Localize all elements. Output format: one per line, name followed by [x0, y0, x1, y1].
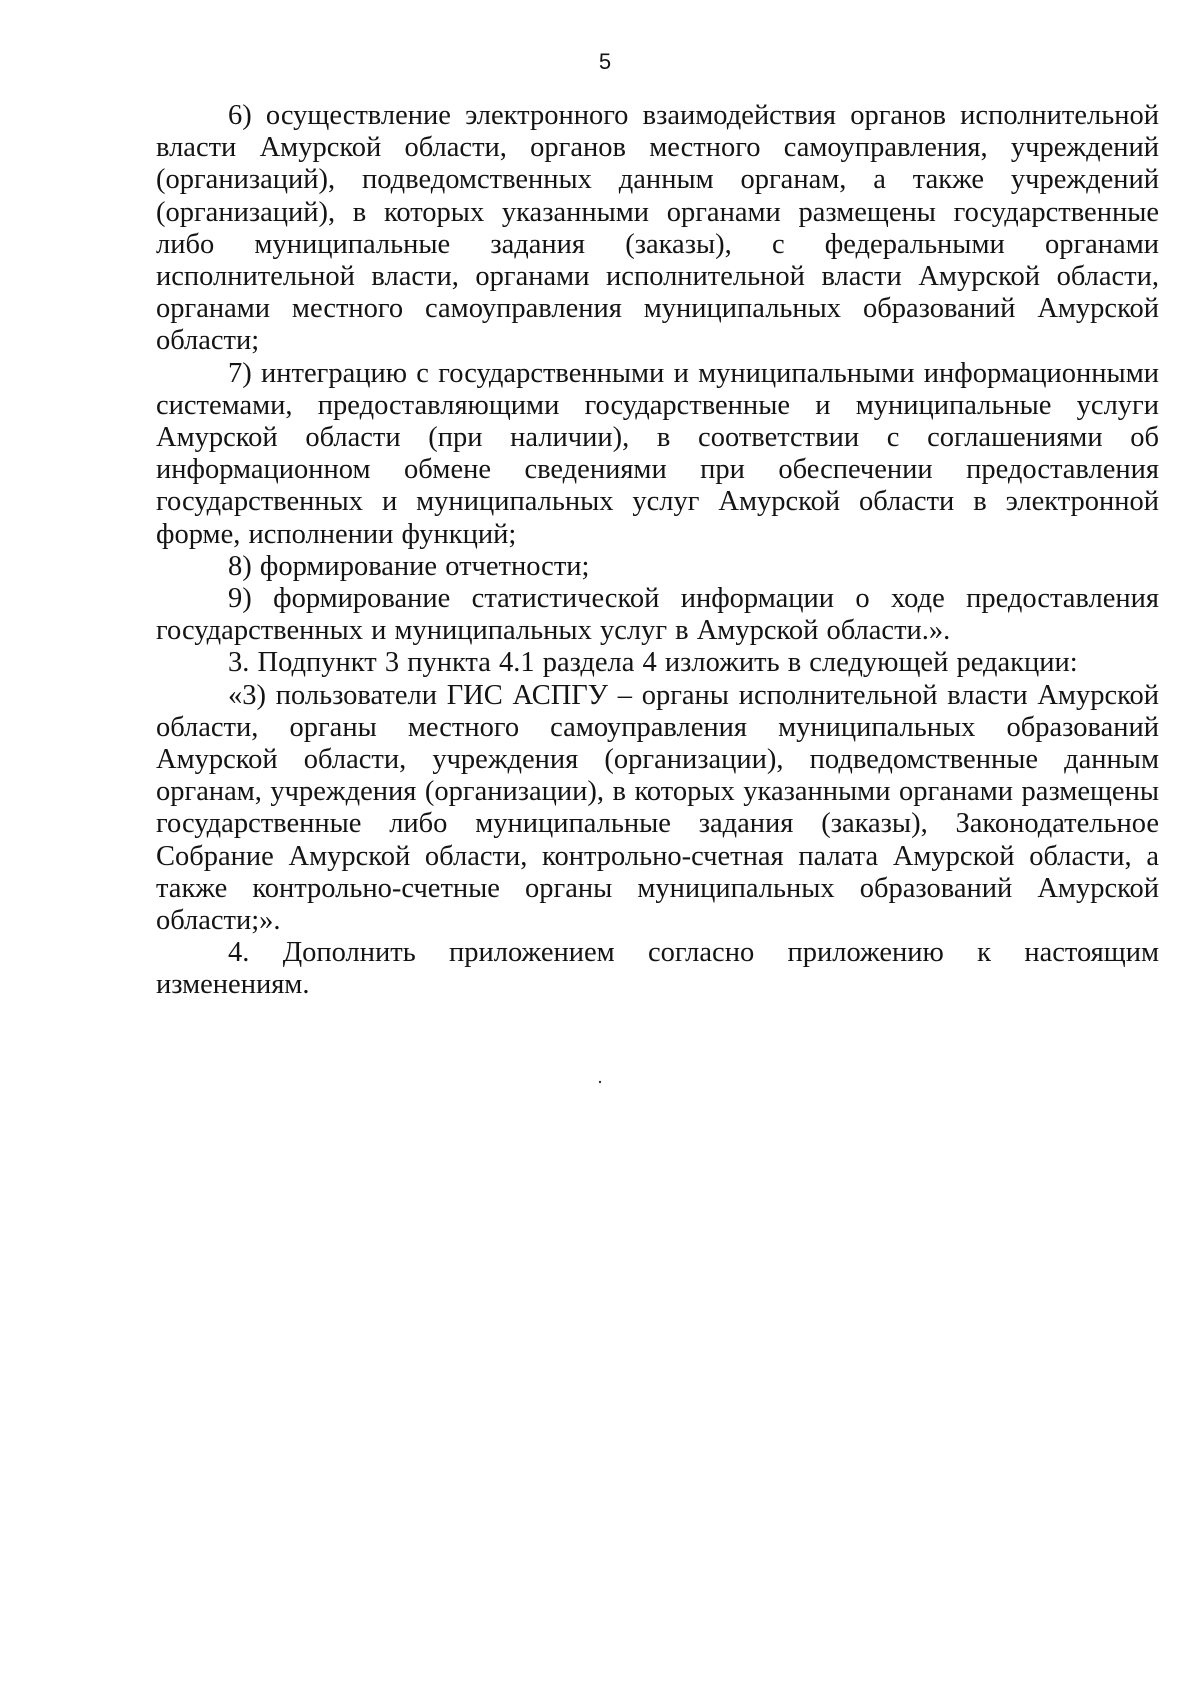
- paragraph-item-6: 6) осуществление электронного взаимодействия органов исполнительной власти Амурской области, органов местного самоуправления, учреждений (организаций), подведомственных данным органам, а также учреждений (организаций), в которых указанными органами размещены государственные либо муниципальные задания (заказы), с федеральными органами исполнительной власти, органами исполнительной власти Амурской области, органами местного самоуправления муниципальных образований Амурской области;: [156, 100, 1159, 357]
- document-body: [156, 100, 1159, 1002]
- paragraph-item-7: 7) интеграцию с государственными и муниципальными информационными системами, предоставляющими государственные и муниципальные услуги Амурской области (при наличии), в соответствии с соглашениями об информационном обмене сведениями при обеспечении предоставления государственных и муниципальных услуг Амурской области в электронной форме, исполнении функций;: [156, 357, 1159, 550]
- paragraph-clause-3: 3. Подпункт 3 пункта 4.1 раздела 4 изложить в следующей редакции:: [228, 647, 1078, 679]
- paragraph-item-8: 8) формирование отчетности;: [228, 550, 590, 582]
- paragraph-item-9: 9) формирование статистической информации о ходе предоставления государственных и муниципальных услуг в Амурской области.».: [156, 583, 1159, 647]
- scan-speck: [599, 1081, 601, 1083]
- paragraph-clause-3-quote: «3) пользователи ГИС АСПГУ – органы исполнительной власти Амурской области, органы местного самоуправления муниципальных образований Амурской области, учреждения (организации), подведомственные данным органам, учреждения (организации), в которых указанными органами размещены государственные либо муниципальные задания (заказы), Законодательное Собрание Амурской области, контрольно-счетная палата Амурской области, а также контрольно-счетные органы муниципальных образований Амурской области;».: [156, 679, 1159, 937]
- page-number: 5: [598, 49, 612, 74]
- paragraph-clause-4: 4. Дополнить приложением согласно приложению к настоящим изменениям.: [156, 937, 1159, 1001]
